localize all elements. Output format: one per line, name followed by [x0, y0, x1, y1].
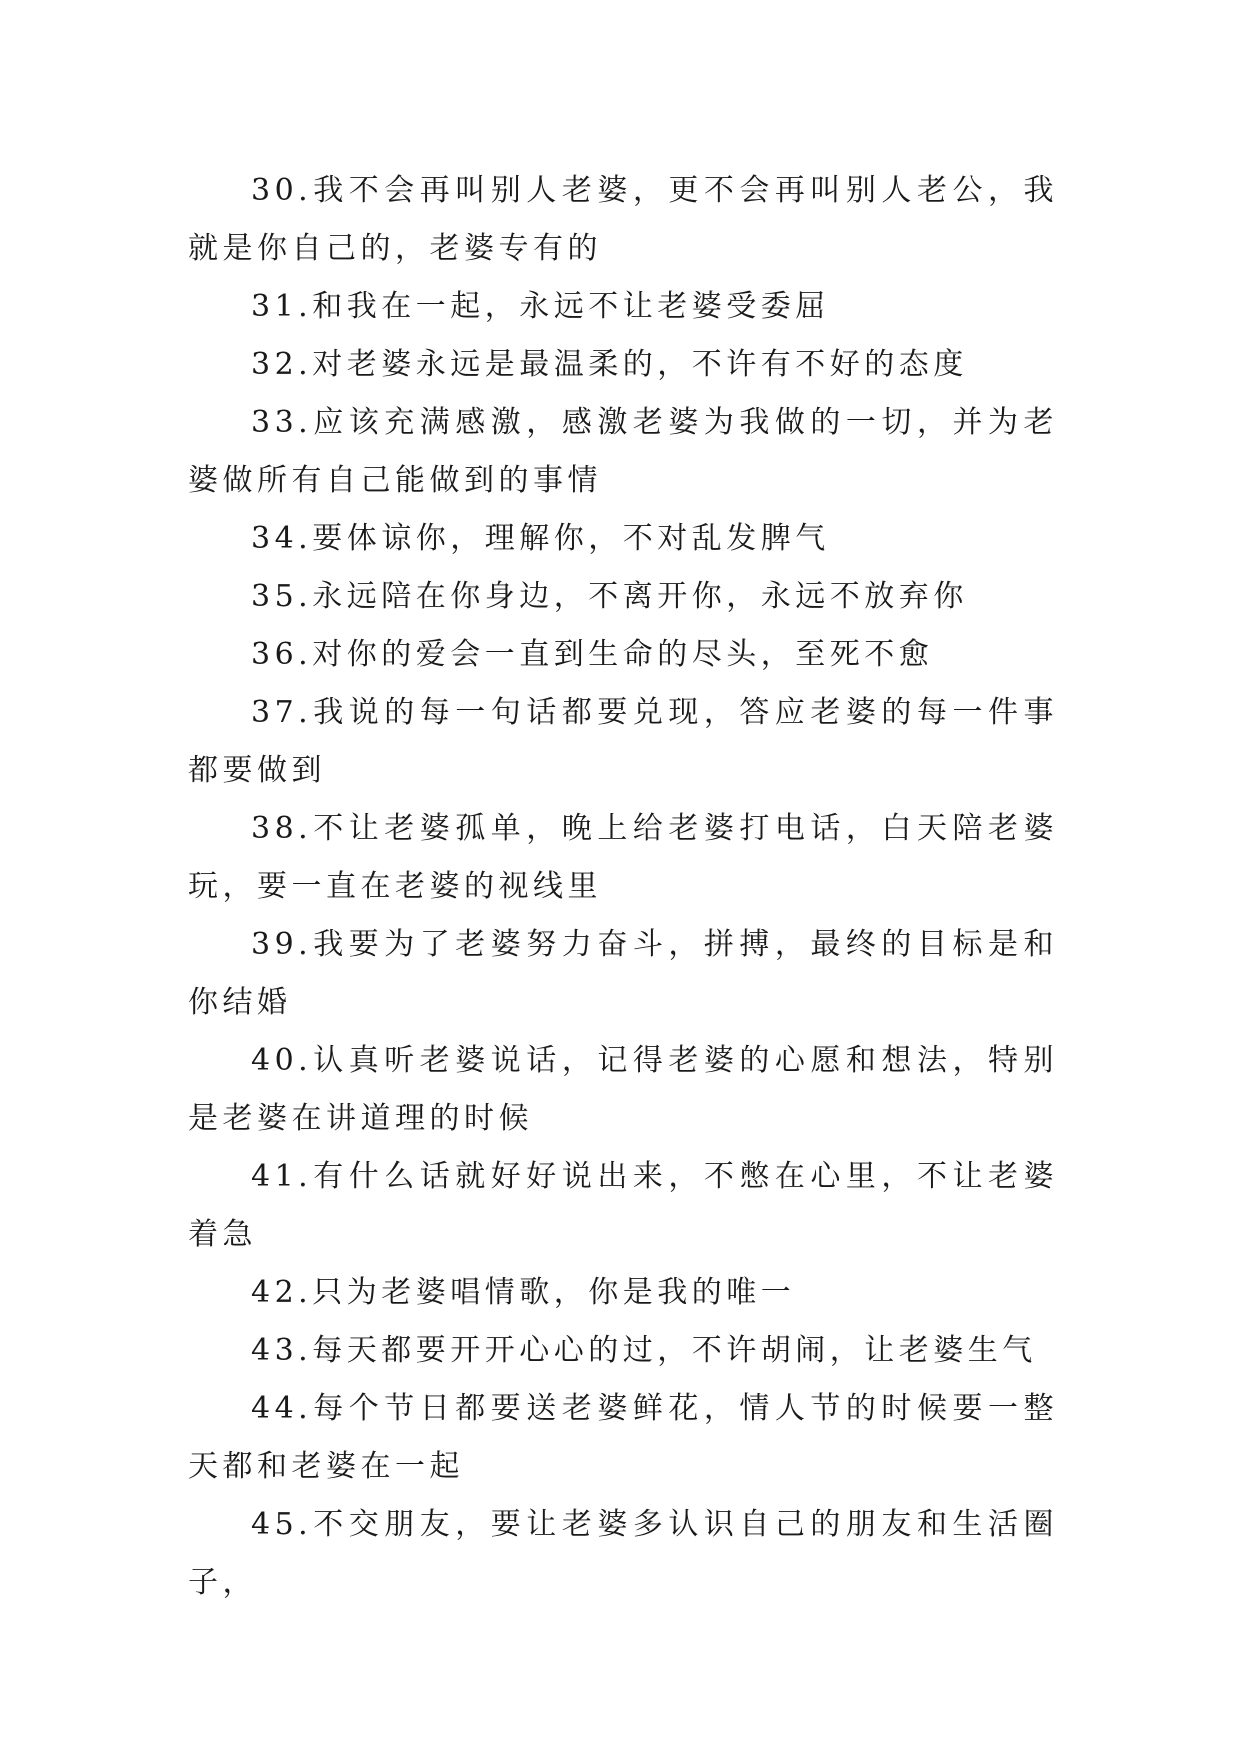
document-body: [188, 162, 1058, 1612]
paragraph-43: 43.每天都要开开心心的过，不许胡闹，让老婆生气: [251, 1333, 1037, 1368]
paragraph-41: 41.有什么话就好好说出来，不憋在心里，不让老婆着急: [188, 1159, 1058, 1252]
paragraph-39: 39.我要为了老婆努力奋斗，拼搏，最终的目标是和你结婚: [188, 927, 1058, 1020]
paragraph-32: 32.对老婆永远是最温柔的，不许有不好的态度: [251, 347, 968, 382]
paragraph-31: 31.和我在一起，永远不让老婆受委屈: [251, 289, 830, 324]
paragraph-42: 42.只为老婆唱情歌，你是我的唯一: [251, 1275, 796, 1310]
paragraph-33: 33.应该充满感激，感激老婆为我做的一切，并为老婆做所有自己能做到的事情: [188, 405, 1058, 498]
paragraph-36: 36.对你的爱会一直到生命的尽头，至死不愈: [251, 637, 934, 672]
paragraph-35: 35.永远陪在你身边，不离开你，永远不放弃你: [251, 579, 968, 614]
paragraph-44: 44.每个节日都要送老婆鲜花，情人节的时候要一整天都和老婆在一起: [188, 1391, 1058, 1484]
paragraph-37: 37.我说的每一句话都要兑现，答应老婆的每一件事都要做到: [188, 695, 1058, 788]
paragraph-45: 45.不交朋友，要让老婆多认识自己的朋友和生活圈子，: [188, 1507, 1058, 1600]
paragraph-30: 30.我不会再叫别人老婆，更不会再叫别人老公，我就是你自己的，老婆专有的: [188, 173, 1058, 266]
paragraph-38: 38.不让老婆孤单，晚上给老婆打电话，白天陪老婆玩，要一直在老婆的视线里: [188, 811, 1058, 904]
paragraph-34: 34.要体谅你，理解你，不对乱发脾气: [251, 521, 830, 556]
paragraph-40: 40.认真听老婆说话，记得老婆的心愿和想法，特别是老婆在讲道理的时候: [188, 1043, 1058, 1136]
